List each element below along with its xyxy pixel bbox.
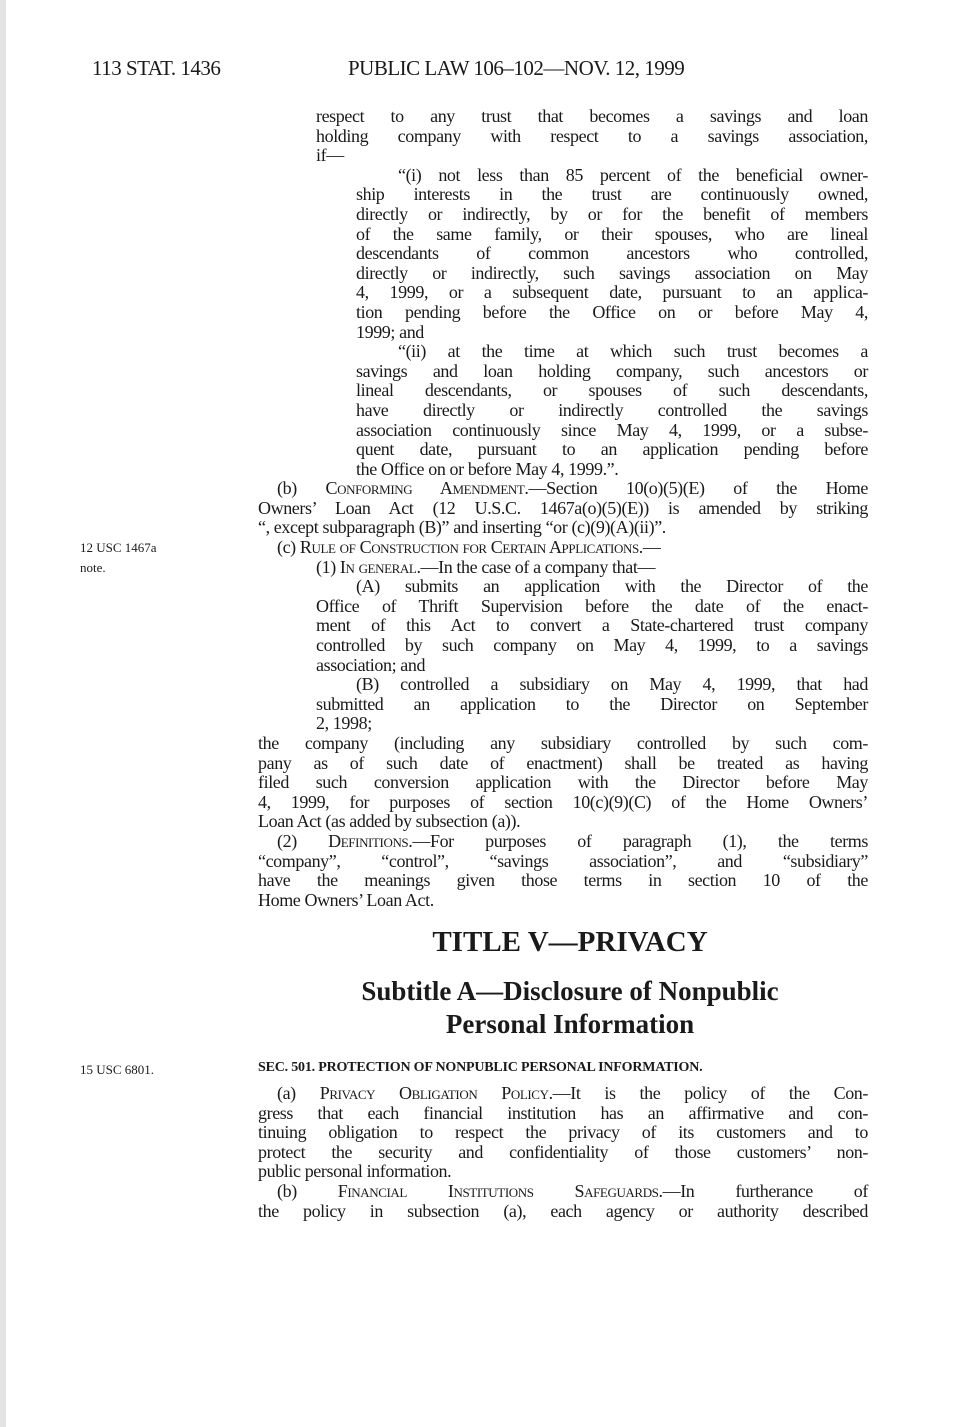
text-line	[356, 577, 868, 597]
subsection-heading: Conforming Amendment	[325, 478, 525, 499]
text-line	[356, 205, 868, 225]
line-text: association continuously since May 4, 1999, or a subse-	[356, 419, 868, 440]
line-text: (a)	[277, 1083, 320, 1103]
page-edge	[0, 0, 6, 1427]
text-line	[258, 499, 868, 519]
paragraph	[258, 832, 868, 910]
text-line	[316, 107, 868, 127]
running-head: PUBLIC LAW 106–102—NOV. 12, 1999	[348, 56, 685, 80]
line-text: “, except subparagraph (B)” and inserting “or (c)(9)(A)(ii)”.	[258, 517, 666, 538]
line-text: .—It is the policy of the Con-	[548, 1083, 868, 1103]
text-line	[316, 636, 868, 656]
paragraph	[258, 675, 868, 734]
line-text: lineal descendants, or spouses of such descendants,	[356, 380, 868, 401]
text-line	[258, 1143, 868, 1163]
subtitle-line: Subtitle A—Disclosure of Nonpublic	[361, 976, 779, 1006]
line-text: holding company with respect to a savings association,	[316, 125, 868, 146]
line-text: Owners’ Loan Act (12 U.S.C. 1467a(o)(5)(E)) is amended by striking	[258, 497, 868, 518]
line-text: the Office on or before May 4, 1999.”.	[356, 458, 619, 479]
line-text: 2, 1998;	[316, 713, 372, 734]
text-line	[258, 773, 868, 793]
body-text-bottom	[258, 1084, 868, 1221]
line-text: if—	[316, 145, 344, 166]
line-text: descendants of common ancestors who controlled,	[356, 243, 868, 264]
line-text: (1)	[316, 556, 340, 577]
line-text: respect to any trust that becomes a savings and loan	[316, 106, 868, 126]
text-line	[356, 460, 868, 480]
text-line	[277, 1084, 868, 1104]
line-text: filed such conversion application with the Director before May	[258, 772, 868, 793]
line-text: of the same family, or their spouses, who are lineal	[356, 223, 868, 244]
text-line	[258, 1123, 868, 1143]
text-line	[316, 656, 868, 676]
text-line	[398, 166, 868, 186]
line-text: submitted an application to the Director on September	[316, 693, 868, 714]
paragraph	[258, 479, 868, 538]
subsection-heading: Definitions	[328, 830, 409, 851]
margin-note-line: note.	[80, 559, 106, 575]
paragraph	[258, 1084, 868, 1182]
text-line	[356, 244, 868, 264]
line-text: the company (including any subsidiary controlled by such com-	[258, 733, 868, 753]
text-line	[277, 1182, 868, 1202]
text-line	[258, 793, 868, 813]
text-line	[316, 695, 868, 715]
text-line	[356, 185, 868, 205]
text-line	[277, 832, 868, 852]
paragraph	[258, 734, 868, 832]
subsection-heading: In general	[339, 556, 417, 577]
text-line	[356, 323, 868, 343]
line-text: (b)	[277, 1180, 338, 1201]
margin-note-1467a	[80, 538, 157, 577]
line-text: “company”, “control”, “savings association”, and “subsidiary”	[258, 850, 868, 871]
text-line	[258, 852, 868, 872]
text-line	[258, 1162, 868, 1182]
line-text: Home Owners’ Loan Act.	[258, 889, 434, 910]
line-text: ship interests in the trust are continuously owned,	[356, 184, 868, 205]
text-line	[356, 421, 868, 441]
subsection-heading: Rule of Construction for Certain Applications	[299, 537, 639, 558]
line-text: have directly or indirectly controlled the savings	[356, 399, 868, 420]
line-text: 4, 1999, for purposes of section 10(c)(9)(C) of the Home Owners’	[258, 791, 868, 812]
line-text: .—For purposes of paragraph (1), the terms	[408, 830, 869, 851]
text-line	[316, 558, 868, 578]
text-line	[258, 812, 868, 832]
text-line	[356, 381, 868, 401]
line-text: .—In furtherance of	[658, 1180, 868, 1201]
section-heading: SEC. 501. PROTECTION OF NONPUBLIC PERSONAL INFORMATION.	[258, 1060, 703, 1075]
text-line	[258, 871, 868, 891]
line-text: association; and	[316, 654, 426, 675]
line-text: (A) submits an application with the Director of the	[356, 576, 868, 597]
text-line	[316, 146, 868, 166]
paragraph	[258, 1182, 868, 1221]
line-text: quent date, pursuant to an application pending before	[356, 439, 868, 460]
line-text: gress that each financial institution has an affirmative and con-	[258, 1102, 868, 1123]
stat-page-number: 113 STAT. 1436	[92, 56, 221, 80]
text-line	[258, 1202, 868, 1222]
paragraph	[258, 342, 868, 479]
text-line	[356, 362, 868, 382]
line-text: tinuing obligation to respect the privacy of its customers and to	[258, 1122, 868, 1143]
line-text: “(i) not less than 85 percent of the beneficial owner-	[398, 164, 868, 185]
subsection-heading: Privacy Obligation Policy	[319, 1083, 549, 1103]
line-text: 1999; and	[356, 321, 424, 342]
title-heading: TITLE V—PRIVACY	[432, 926, 708, 958]
text-line	[258, 891, 868, 911]
text-line	[316, 714, 868, 734]
line-text: (c)	[277, 537, 300, 558]
paragraph	[258, 577, 868, 675]
text-line	[398, 342, 868, 362]
body-text-top	[258, 107, 868, 910]
line-text: (B) controlled a subsidiary on May 4, 1999, that had	[356, 674, 868, 695]
subsection-heading: Financial Institutions Safeguards	[337, 1180, 659, 1201]
subtitle-line: Personal Information	[445, 1009, 695, 1039]
text-line	[356, 303, 868, 323]
text-line	[258, 734, 868, 754]
line-text: savings and loan holding company, such ancestors or	[356, 360, 868, 381]
text-line	[277, 479, 868, 499]
text-line	[316, 597, 868, 617]
line-text: protect the security and confidentiality of those customers’ non-	[258, 1141, 868, 1162]
line-text: .—	[638, 537, 661, 558]
line-text: .—In the case of a company that—	[416, 556, 656, 577]
text-line	[277, 538, 868, 558]
line-text: tion pending before the Office on or before May 4,	[356, 301, 868, 322]
text-line	[258, 518, 868, 538]
line-text: public personal information.	[258, 1161, 452, 1182]
text-line	[258, 754, 868, 774]
line-text: directly or indirectly, by or for the benefit of members	[356, 203, 868, 224]
paragraph	[258, 166, 868, 342]
line-text: controlled by such company on May 4, 1999, to a savings	[316, 635, 868, 656]
line-text: Loan Act (as added by subsection (a)).	[258, 811, 521, 832]
text-line	[356, 225, 868, 245]
margin-note-6801: 15 USC 6801.	[80, 1062, 155, 1077]
text-line	[356, 283, 868, 303]
line-text: directly or indirectly, such savings association on May	[356, 262, 868, 283]
paragraph	[258, 107, 868, 166]
line-text: 4, 1999, or a subsequent date, pursuant to an applica-	[356, 282, 868, 303]
margin-note-line: 12 USC 1467a	[80, 540, 157, 555]
line-text: .—Section 10(o)(5)(E) of the Home	[524, 478, 868, 499]
text-line	[356, 401, 868, 421]
line-text: Office of Thrift Supervision before the date of the enact-	[316, 595, 868, 616]
line-text: pany as of such date of enactment) shall be treated as having	[258, 752, 868, 773]
text-line	[316, 127, 868, 147]
paragraph	[258, 538, 868, 558]
text-line	[316, 616, 868, 636]
line-text: (b)	[277, 478, 326, 499]
subtitle-heading	[0, 975, 960, 1041]
line-text: “(ii) at the time at which such trust becomes a	[398, 341, 868, 362]
line-text: ment of this Act to convert a State-chartered trust company	[316, 615, 868, 636]
text-line	[356, 440, 868, 460]
line-text: the policy in subsection (a), each agency or authority described	[258, 1200, 868, 1221]
text-line	[356, 675, 868, 695]
text-line	[258, 1104, 868, 1124]
text-line	[356, 264, 868, 284]
line-text: (2)	[277, 830, 329, 851]
paragraph	[258, 558, 868, 578]
line-text: have the meanings given those terms in section 10 of the	[258, 870, 868, 891]
